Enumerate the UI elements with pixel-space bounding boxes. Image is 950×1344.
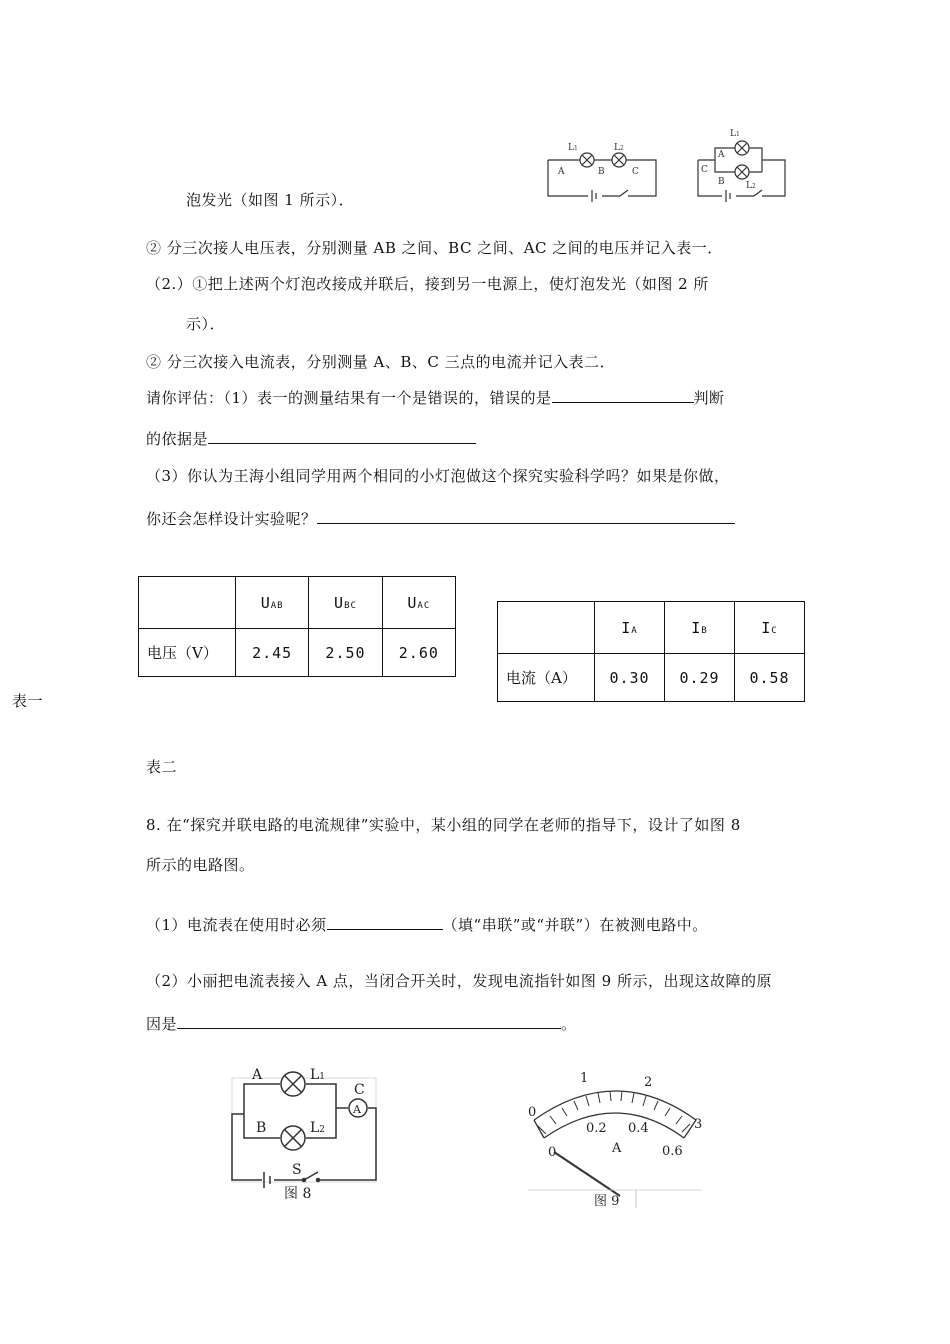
fig8-label-l2: L2	[310, 1120, 326, 1136]
series-c-label: C	[632, 167, 639, 177]
text-line-6	[146, 387, 725, 408]
text-line-1: 泡发光（如图 1 所示）．	[186, 191, 355, 209]
series-l1-label: L1	[568, 143, 578, 153]
table-cell: 2.60	[382, 629, 455, 677]
fig8-label-l1: L1	[310, 1067, 326, 1083]
line6-suffix: 判断	[693, 389, 725, 407]
table-row-label: 电流（A）	[498, 654, 595, 702]
table-cell: 2.50	[309, 629, 382, 677]
fig9-small-04: 0.4	[628, 1121, 649, 1136]
text-line-4: 示）．	[186, 315, 226, 333]
question-8-part-2-line-2	[146, 1013, 577, 1034]
table2-caption: 表二	[146, 758, 178, 776]
fig8-label-c: C	[354, 1082, 365, 1098]
table-row	[139, 629, 456, 677]
series-circuit	[548, 153, 656, 202]
fig9-caption: 图 9	[594, 1194, 620, 1209]
series-b-label: B	[598, 167, 605, 177]
table-cell-empty	[139, 577, 236, 629]
table-cell: 2.45	[236, 629, 309, 677]
fig9-big-1: 1	[580, 1071, 589, 1086]
fig9-unit: A	[612, 1141, 622, 1156]
series-a-label: A	[558, 167, 565, 177]
parallel-b-label: B	[718, 177, 725, 187]
question-8-part-2-line-1: （2）小丽把电流表接入 A 点，当闭合开关时，发现电流指针如图 9 所示，出现这故障的原	[146, 972, 772, 990]
figure-8-circuit	[226, 1066, 386, 1204]
table-row	[139, 577, 456, 629]
table-cell-empty	[498, 602, 595, 654]
circuit-figures-top	[540, 128, 790, 206]
fig8-label-s: S	[292, 1162, 302, 1178]
q8-2-suffix: 。	[561, 1015, 577, 1033]
table-header-ubc: UBC	[309, 577, 382, 629]
fig8-caption: 图 8	[284, 1186, 312, 1202]
parallel-a-label: A	[718, 150, 725, 160]
answer-blank-design[interactable]	[317, 508, 735, 524]
table-header-ib: IB	[665, 602, 735, 654]
fig9-small-0: 0	[548, 1145, 557, 1160]
fig9-big-3: 3	[694, 1117, 703, 1132]
text-line-9	[146, 508, 735, 529]
table-cell: 0.58	[735, 654, 805, 702]
table-cell: 0.29	[665, 654, 735, 702]
text-line-2: ② 分三次接人电压表，分别测量 AB 之间、BC 之间、AC 之间的电压并记入表一．	[146, 239, 723, 257]
fig8-ammeter-label: A	[353, 1103, 361, 1116]
series-l2-label: L2	[614, 143, 624, 153]
answer-blank-basis[interactable]	[208, 428, 476, 444]
text-line-5: ② 分三次接入电流表，分别测量 A、B、C 三点的电流并记入表二．	[146, 353, 616, 371]
table-current	[497, 601, 805, 702]
parallel-l2-label: L2	[746, 181, 756, 191]
table-header-ic: IC	[735, 602, 805, 654]
fig9-big-2: 2	[644, 1075, 653, 1090]
fig9-small-06: 0.6	[662, 1144, 683, 1159]
parallel-circuit	[698, 141, 785, 202]
fig8-label-b: B	[256, 1120, 267, 1136]
q8-1-suffix: （填“串联”或“并联”）在被测电路中。	[442, 916, 708, 934]
line6-prefix: 请你评估：（1）表一的测量结果有一个是错误的，错误的是	[146, 389, 552, 407]
line7-prefix: 的依据是	[146, 430, 209, 448]
answer-blank-reason[interactable]	[177, 1013, 561, 1029]
fig8-label-a: A	[252, 1067, 263, 1083]
figure-9-ammeter-dial	[524, 1068, 714, 1216]
fig9-big-0: 0	[528, 1105, 537, 1120]
question-8-line-1: 8. 在“探究并联电路的电流规律”实验中，某小组的同学在老师的指导下，设计了如图 8	[146, 816, 741, 834]
table1-caption: 表一	[12, 692, 44, 710]
fig9-small-02: 0.2	[586, 1121, 607, 1136]
parallel-l1-label: L1	[730, 129, 740, 139]
question-8-line-2: 所示的电路图。	[146, 856, 255, 874]
text-line-3: （2.）①把上述两个灯泡改接成并联后，接到另一电源上，使灯泡发光（如图 2 所	[146, 275, 709, 293]
text-line-8: （3）你认为王海小组同学用两个相同的小灯泡做这个探究实验科学吗？如果是你做，	[146, 467, 730, 485]
answer-blank-error[interactable]	[552, 387, 694, 403]
table-row	[498, 602, 805, 654]
answer-blank-connection[interactable]	[327, 914, 443, 930]
table-header-uac: UAC	[382, 577, 455, 629]
q8-2-prefix: 因是	[146, 1015, 178, 1033]
text-line-7	[146, 428, 476, 449]
table-header-uab: UAB	[236, 577, 309, 629]
table-header-ia: IA	[595, 602, 665, 654]
question-8-part-1	[146, 914, 708, 935]
parallel-c-label: C	[701, 165, 708, 175]
table-cell: 0.30	[595, 654, 665, 702]
table-row	[498, 654, 805, 702]
line9-prefix: 你还会怎样设计实验呢？	[146, 510, 317, 528]
table-row-label: 电压（V）	[139, 629, 236, 677]
table-voltage	[138, 576, 456, 677]
q8-1-prefix: （1）电流表在使用时必须	[146, 916, 327, 934]
